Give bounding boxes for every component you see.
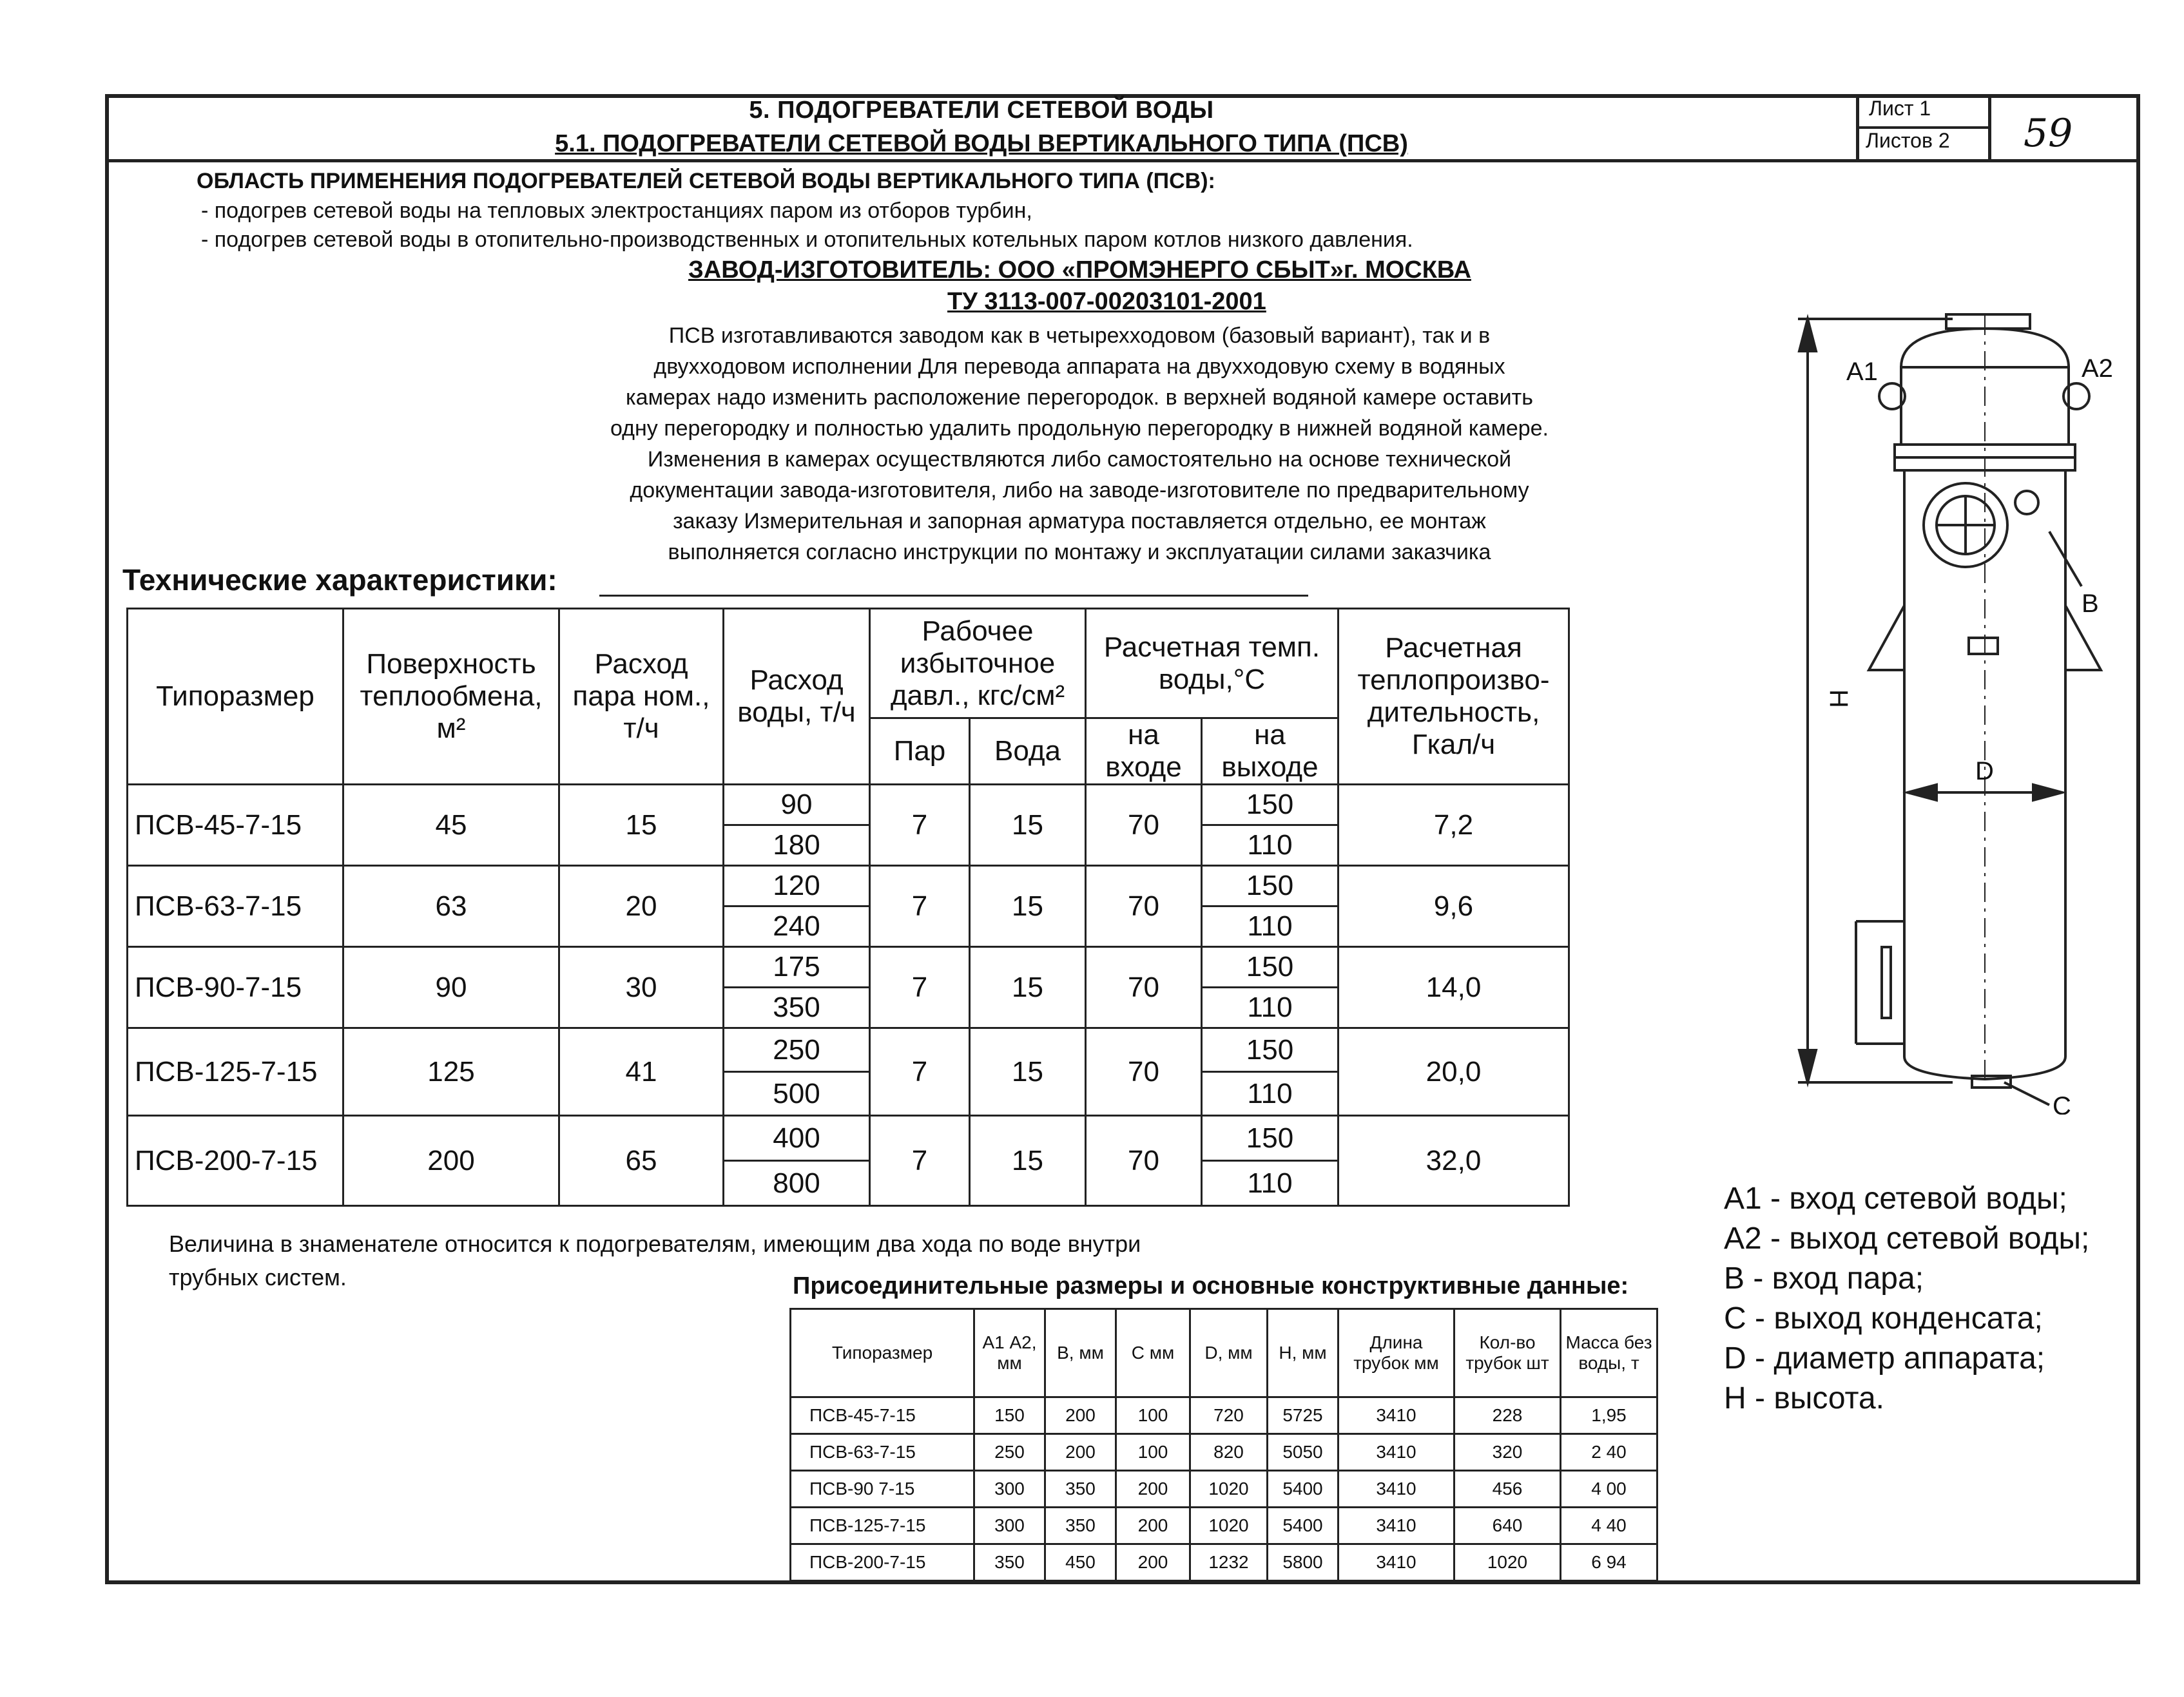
th-water: Расход воды, т/ч <box>724 609 870 785</box>
ch-a: А1 А2, мм <box>974 1309 1045 1397</box>
heater-drawing <box>1779 303 2140 1115</box>
cr-c: 100 <box>1116 1434 1190 1471</box>
th-t-in: на входе <box>1086 718 1202 785</box>
th-p-water: Вода <box>970 718 1086 785</box>
cr-h: 5800 <box>1268 1544 1338 1581</box>
label-c: С <box>2053 1092 2071 1115</box>
row-surface: 63 <box>343 866 559 947</box>
cr-a: 300 <box>974 1471 1045 1508</box>
row-t-out1: 150 <box>1202 866 1338 906</box>
cr-h: 5725 <box>1268 1397 1338 1434</box>
section-title: 5. ПОДОГРЕВАТЕЛИ СЕТЕВОЙ ВОДЫ <box>749 97 1214 124</box>
description <box>464 320 1695 568</box>
row-water2: 500 <box>724 1072 870 1116</box>
row-type: ПСВ-45-7-15 <box>128 785 343 866</box>
ch-type: Типоразмер <box>791 1309 974 1397</box>
row-p-steam: 7 <box>870 785 970 866</box>
row-p-steam: 7 <box>870 947 970 1028</box>
cr-d: 1020 <box>1190 1508 1268 1544</box>
sheets-label: Листов 2 <box>1866 129 1950 152</box>
cr-b: 450 <box>1045 1544 1116 1581</box>
cr-a: 150 <box>974 1397 1045 1434</box>
cr-b: 350 <box>1045 1508 1116 1544</box>
cr-type: ПСВ-200-7-15 <box>791 1544 974 1581</box>
tech-title: Технические характеристики: <box>122 563 557 597</box>
cr-mass: 6 94 <box>1561 1544 1657 1581</box>
cr-mass: 4 40 <box>1561 1508 1657 1544</box>
cr-h: 5050 <box>1268 1434 1338 1471</box>
top-nozzles <box>1946 314 2030 329</box>
description-line: двухходовом исполнении Для перевода аппарата на двухходовую схему в водяных <box>653 354 1505 379</box>
th-steam: Расход пара ном., т/ч <box>559 609 724 785</box>
row-t-out2: 110 <box>1202 988 1338 1028</box>
description-line: камерах надо изменить расположение перегородок. в верхней водяной камере оставить <box>626 385 1533 410</box>
cr-type: ПСВ-90 7-15 <box>791 1471 974 1508</box>
row-power: 20,0 <box>1338 1028 1569 1116</box>
cr-len: 3410 <box>1338 1434 1454 1471</box>
ch-mass: Масса без воды, т <box>1561 1309 1657 1397</box>
legend-item: Н - высота. <box>1724 1381 1884 1415</box>
row-t-in: 70 <box>1086 866 1202 947</box>
row-t-out1: 150 <box>1202 947 1338 988</box>
legend-item: D - диаметр аппарата; <box>1724 1341 2045 1376</box>
row-water1: 250 <box>724 1028 870 1072</box>
row-water2: 180 <box>724 825 870 866</box>
row-t-out2: 110 <box>1202 906 1338 947</box>
footnote-line-1: Величина в знаменателе относится к подогревателям, имеющим два хода по воде внутри <box>169 1231 1141 1257</box>
subsection-title: 5.1. ПОДОГРЕВАТЕЛИ СЕТЕВОЙ ВОДЫ ВЕРТИКАЛЬНОГО ТИПА (ПСВ) <box>555 130 1408 157</box>
scope-item-1: - подогрев сетевой воды на тепловых электростанциях паром из отборов турбин, <box>201 198 1032 223</box>
row-t-out2: 110 <box>1202 1161 1338 1206</box>
cr-type: ПСВ-125-7-15 <box>791 1508 974 1544</box>
label-a2: А2 <box>2082 354 2113 383</box>
row-type: ПСВ-90-7-15 <box>128 947 343 1028</box>
ch-c: С мм <box>1116 1309 1190 1397</box>
row-type: ПСВ-200-7-15 <box>128 1116 343 1206</box>
row-t-out2: 110 <box>1202 825 1338 866</box>
legend-item: С - выход конденсата; <box>1724 1301 2043 1336</box>
row-t-out1: 150 <box>1202 1028 1338 1072</box>
row-surface: 90 <box>343 947 559 1028</box>
row-water1: 400 <box>724 1116 870 1161</box>
cr-b: 350 <box>1045 1471 1116 1508</box>
th-type: Типоразмер <box>128 609 343 785</box>
description-line: заказу Измерительная и запорная арматура поставляется отдельно, ее монтаж <box>673 509 1486 533</box>
cr-len: 3410 <box>1338 1397 1454 1434</box>
row-steam: 15 <box>559 785 724 866</box>
connect-table <box>789 1308 1658 1582</box>
manufacturer: ЗАВОД-ИЗГОТОВИТЕЛЬ: ООО «ПРОМЭНЕРГО СБЫТ»г. МОСКВА <box>688 256 1471 283</box>
cr-cnt: 320 <box>1454 1434 1561 1471</box>
cr-d: 720 <box>1190 1397 1268 1434</box>
description-line: Изменения в камерах осуществляются либо самостоятельно на основе технической <box>647 447 1512 472</box>
ch-b: В, мм <box>1045 1309 1116 1397</box>
th-power: Расчетная теплопроизво-дительность, Гкал/ч <box>1338 609 1569 785</box>
cr-a: 350 <box>974 1544 1045 1581</box>
row-power: 14,0 <box>1338 947 1569 1028</box>
cr-a: 300 <box>974 1508 1045 1544</box>
row-p-water: 15 <box>970 866 1086 947</box>
row-p-water: 15 <box>970 1028 1086 1116</box>
ch-cnt: Кол-во трубок шт <box>1454 1309 1561 1397</box>
cr-d: 1020 <box>1190 1471 1268 1508</box>
height-arrow-bottom <box>1799 1050 1816 1082</box>
row-power: 32,0 <box>1338 1116 1569 1206</box>
row-water2: 800 <box>724 1161 870 1206</box>
cr-c: 200 <box>1116 1544 1190 1581</box>
label-h: Н <box>1824 689 1853 708</box>
support-left <box>1869 606 1904 670</box>
row-water2: 240 <box>724 906 870 947</box>
row-steam: 41 <box>559 1028 724 1116</box>
legend-item: А2 - выход сетевой воды; <box>1724 1222 2090 1256</box>
cr-mass: 2 40 <box>1561 1434 1657 1471</box>
row-water1: 90 <box>724 785 870 825</box>
footnote-line-2: трубных систем. <box>169 1264 347 1290</box>
row-t-out1: 150 <box>1202 1116 1338 1161</box>
th-surface: Поверхность теплообмена, м² <box>343 609 559 785</box>
ch-d: D, мм <box>1190 1309 1268 1397</box>
row-t-out1: 150 <box>1202 785 1338 825</box>
row-type: ПСВ-125-7-15 <box>128 1028 343 1116</box>
cr-len: 3410 <box>1338 1508 1454 1544</box>
page-number: 59 <box>2024 111 2073 156</box>
row-surface: 200 <box>343 1116 559 1206</box>
row-t-in: 70 <box>1086 947 1202 1028</box>
label-a1: А1 <box>1846 358 1878 386</box>
cr-cnt: 456 <box>1454 1471 1561 1508</box>
row-p-water: 15 <box>970 785 1086 866</box>
th-pressure: Рабочее избыточное давл., кгс/см² <box>870 609 1086 718</box>
cr-b: 200 <box>1045 1434 1116 1471</box>
cr-type: ПСВ-45-7-15 <box>791 1397 974 1434</box>
row-p-water: 15 <box>970 947 1086 1028</box>
cr-c: 100 <box>1116 1397 1190 1434</box>
row-t-in: 70 <box>1086 1028 1202 1116</box>
cr-len: 3410 <box>1338 1544 1454 1581</box>
row-p-steam: 7 <box>870 866 970 947</box>
connect-title: Присоединительные размеры и основные конструктивные данные: <box>793 1272 1629 1299</box>
cr-cnt: 640 <box>1454 1508 1561 1544</box>
th-temp: Расчетная темп. воды,°С <box>1086 609 1338 718</box>
row-surface: 125 <box>343 1028 559 1116</box>
row-power: 9,6 <box>1338 866 1569 947</box>
row-p-water: 15 <box>970 1116 1086 1206</box>
legend-item: А1 - вход сетевой воды; <box>1724 1182 2067 1216</box>
cr-type: ПСВ-63-7-15 <box>791 1434 974 1471</box>
row-p-steam: 7 <box>870 1116 970 1206</box>
th-p-steam: Пар <box>870 718 970 785</box>
row-t-in: 70 <box>1086 1116 1202 1206</box>
th-t-out: на выходе <box>1202 718 1338 785</box>
row-steam: 30 <box>559 947 724 1028</box>
label-b: В <box>2082 590 2099 618</box>
description-line: выполняется согласно инструкции по монтажу и эксплуатации силами заказчика <box>668 540 1491 564</box>
cr-cnt: 1020 <box>1454 1544 1561 1581</box>
cr-h: 5400 <box>1268 1508 1338 1544</box>
cr-d: 820 <box>1190 1434 1268 1471</box>
legend <box>1724 1179 2089 1419</box>
row-type: ПСВ-63-7-15 <box>128 866 343 947</box>
tech-table <box>126 608 1570 1207</box>
row-power: 7,2 <box>1338 785 1569 866</box>
row-water1: 120 <box>724 866 870 906</box>
row-steam: 65 <box>559 1116 724 1206</box>
cr-len: 3410 <box>1338 1471 1454 1508</box>
height-arrow-top <box>1799 319 1816 351</box>
cr-mass: 1,95 <box>1561 1397 1657 1434</box>
row-t-out2: 110 <box>1202 1072 1338 1116</box>
cr-b: 200 <box>1045 1397 1116 1434</box>
label-d: D <box>1975 757 1994 785</box>
description-line: ПСВ изготавливаются заводом как в четырехходовом (базовый вариант), так и в <box>668 323 1491 348</box>
cr-cnt: 228 <box>1454 1397 1561 1434</box>
row-water1: 175 <box>724 947 870 988</box>
cr-h: 5400 <box>1268 1471 1338 1508</box>
scope-heading: ОБЛАСТЬ ПРИМЕНЕНИЯ ПОДОГРЕВАТЕЛЕЙ СЕТЕВОЙ ВОДЫ ВЕРТИКАЛЬНОГО ТИПА (ПСВ): <box>197 169 1215 193</box>
ch-h: Н, мм <box>1268 1309 1338 1397</box>
cr-a: 250 <box>974 1434 1045 1471</box>
row-water2: 350 <box>724 988 870 1028</box>
description-line: одну перегородку и полностью удалить продольную перегородку в нижней водяной камере. <box>610 416 1549 441</box>
legend-item: В - вход пара; <box>1724 1261 1924 1296</box>
cr-mass: 4 00 <box>1561 1471 1657 1508</box>
cr-c: 200 <box>1116 1508 1190 1544</box>
row-steam: 20 <box>559 866 724 947</box>
row-surface: 45 <box>343 785 559 866</box>
tech-underline <box>599 595 1308 597</box>
scope-item-2: - подогрев сетевой воды в отопительно-производственных и отопительных котельных паром котлов низкого давления. <box>201 227 1413 252</box>
row-p-steam: 7 <box>870 1028 970 1116</box>
description-line: документации завода-изготовителя, либо на заводе-изготовителе по предварительному <box>630 478 1529 503</box>
sheet-label: Лист 1 <box>1869 97 1931 120</box>
row-t-in: 70 <box>1086 785 1202 866</box>
ch-len: Длина трубок мм <box>1338 1309 1454 1397</box>
pressure-gauge <box>2015 491 2038 514</box>
cr-c: 200 <box>1116 1471 1190 1508</box>
cr-d: 1232 <box>1190 1544 1268 1581</box>
spec-number: ТУ 3113-007-00203101-2001 <box>947 288 1266 315</box>
